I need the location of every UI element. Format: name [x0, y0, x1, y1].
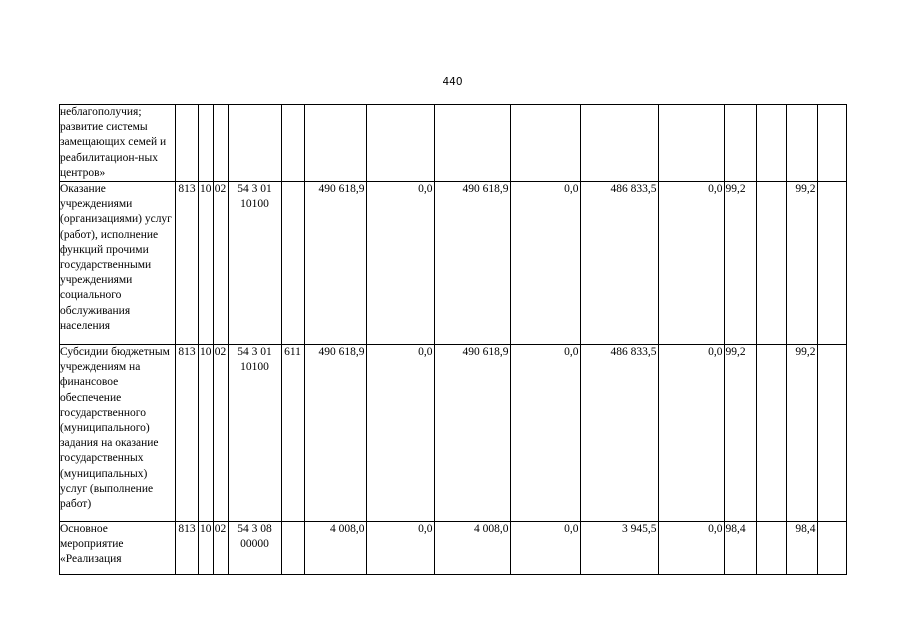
- value-cell: [304, 105, 366, 182]
- value-cell: 0,0: [510, 345, 580, 522]
- value-cell: 490 618,9: [434, 345, 510, 522]
- value-cell: 0,0: [658, 522, 724, 575]
- csr-cell: [228, 345, 281, 522]
- csr-line-2: 10100: [240, 361, 269, 374]
- percent-cell: [724, 105, 756, 182]
- csr-line-1: 54 3 01: [237, 346, 272, 359]
- ved-cell: 813: [176, 345, 199, 522]
- empty-cell: [817, 182, 846, 345]
- value-cell: [658, 105, 724, 182]
- percent-cell: [756, 522, 786, 575]
- row-name: Субсидии бюджетным учреждениям на финансовое обеспечение государственного (муниципального) задания на оказание государственных (муниципальных) услуг (выполнение работ): [60, 345, 176, 522]
- value-cell: 0,0: [658, 345, 724, 522]
- value-cell: 0,0: [366, 182, 434, 345]
- table-row: [60, 182, 847, 345]
- page-number: 440: [442, 76, 463, 88]
- vr-cell: 611: [281, 345, 304, 522]
- value-cell: 490 618,9: [304, 345, 366, 522]
- rz-cell: 10: [199, 345, 214, 522]
- value-cell: 0,0: [510, 182, 580, 345]
- percent-cell: [756, 345, 786, 522]
- percent-cell: 98,4: [786, 522, 817, 575]
- csr-cell: [228, 522, 281, 575]
- table-row: [60, 522, 847, 575]
- csr-line-1: 54 3 01: [237, 183, 272, 196]
- value-cell: [366, 105, 434, 182]
- value-cell: 490 618,9: [434, 182, 510, 345]
- rz-cell: [199, 105, 214, 182]
- csr-cell: [228, 182, 281, 345]
- value-cell: 0,0: [366, 522, 434, 575]
- value-cell: 0,0: [510, 522, 580, 575]
- value-cell: 486 833,5: [580, 345, 658, 522]
- value-cell: 0,0: [366, 345, 434, 522]
- rz-cell: 10: [199, 522, 214, 575]
- value-cell: 0,0: [658, 182, 724, 345]
- csr-line-1: 54 3 08: [237, 523, 272, 536]
- pr-cell: 02: [213, 345, 228, 522]
- value-cell: 490 618,9: [304, 182, 366, 345]
- value-cell: [510, 105, 580, 182]
- ved-cell: [176, 105, 199, 182]
- percent-cell: 99,2: [724, 345, 756, 522]
- pr-cell: 02: [213, 182, 228, 345]
- csr-line-2: 00000: [240, 538, 269, 551]
- table-row: [60, 345, 847, 522]
- ved-cell: 813: [176, 182, 199, 345]
- vr-cell: [281, 182, 304, 345]
- csr-cell: [228, 105, 281, 182]
- pr-cell: [213, 105, 228, 182]
- value-cell: 4 008,0: [304, 522, 366, 575]
- ved-cell: 813: [176, 522, 199, 575]
- row-name: Оказание учреждениями (организациями) услуг (работ), исполнение функций прочими государственными учреждениями социального обслуживания населения: [60, 182, 176, 345]
- table-row: [60, 105, 847, 182]
- percent-cell: [786, 105, 817, 182]
- percent-cell: [756, 182, 786, 345]
- percent-cell: 98,4: [724, 522, 756, 575]
- vr-cell: [281, 105, 304, 182]
- vr-cell: [281, 522, 304, 575]
- csr-line-2: 10100: [240, 198, 269, 211]
- value-cell: 4 008,0: [434, 522, 510, 575]
- row-name: неблагополучия; развитие системы замещающих семей и реабилитацион-ных центров»: [60, 105, 176, 182]
- percent-cell: 99,2: [786, 345, 817, 522]
- empty-cell: [817, 522, 846, 575]
- value-cell: [580, 105, 658, 182]
- budget-table: [59, 104, 847, 575]
- value-cell: [434, 105, 510, 182]
- pr-cell: 02: [213, 522, 228, 575]
- value-cell: 3 945,5: [580, 522, 658, 575]
- empty-cell: [817, 345, 846, 522]
- empty-cell: [817, 105, 846, 182]
- row-name: Основное мероприятие «Реализация: [60, 522, 176, 575]
- percent-cell: [756, 105, 786, 182]
- percent-cell: 99,2: [786, 182, 817, 345]
- rz-cell: 10: [199, 182, 214, 345]
- percent-cell: 99,2: [724, 182, 756, 345]
- value-cell: 486 833,5: [580, 182, 658, 345]
